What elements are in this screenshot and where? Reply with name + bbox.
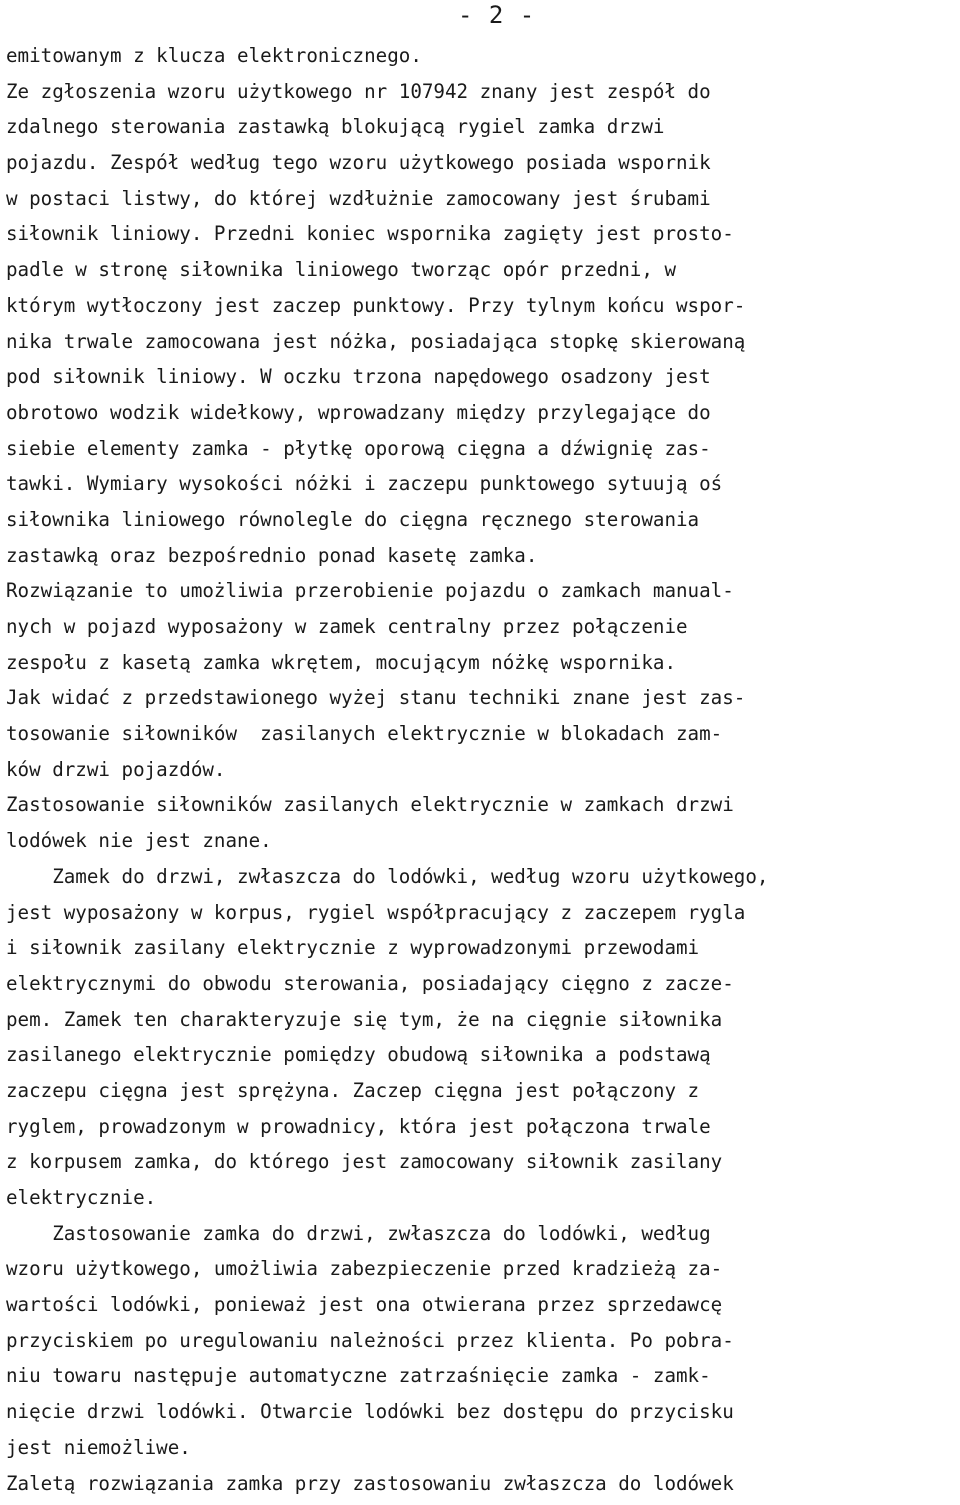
text-line: przyciskiem po uregulowaniu należności przez klienta. Po pobra- bbox=[6, 1328, 734, 1352]
text-line: siłownika liniowego równolegle do cięgna ręcznego sterowania bbox=[6, 507, 700, 531]
text-line: zespołu z kasetą zamka wkrętem, mocującym nóżkę wspornika. bbox=[6, 650, 677, 674]
text-line: lodówek nie jest znane. bbox=[6, 829, 272, 853]
text-line: tawki. Wymiary wysokości nóżki i zaczepu punktowego sytuują oś bbox=[6, 472, 723, 496]
text-line: elektrycznymi do obwodu sterowania, posiadający cięgno z zacze- bbox=[6, 971, 734, 995]
text-line: w postaci listwy, do której wzdłużnie zamocowany jest śrubami bbox=[6, 186, 711, 210]
text-line: ków drzwi pojazdów. bbox=[6, 757, 226, 781]
text-line: padle w stronę siłownika liniowego tworząc opór przedni, w bbox=[6, 258, 677, 282]
text-line: Ze zgłoszenia wzoru użytkowego nr 107942 znany jest zespół do bbox=[6, 79, 711, 103]
text-line: pem. Zamek ten charakteryzuje się tym, że na cięgnie siłownika bbox=[6, 1007, 723, 1031]
text-line: którym wytłoczony jest zaczep punktowy. Przy tylnym końcu wspor- bbox=[6, 293, 746, 317]
text-line: emitowanym z klucza elektronicznego. bbox=[6, 44, 422, 67]
text-line: zasilanego elektrycznie pomiędzy obudową siłownika a podstawą bbox=[6, 1043, 711, 1067]
text-line: siłownik liniowy. Przedni koniec wspornika zagięty jest prosto- bbox=[6, 222, 734, 246]
text-line: pojazdu. Zespół według tego wzoru użytkowego posiada wspornik bbox=[6, 151, 711, 175]
text-line: zastawką oraz bezpośrednio ponad kasetę zamka. bbox=[6, 543, 538, 567]
text-line: obrotowo wodzik widełkowy, wprowadzany między przylegające do bbox=[6, 400, 711, 424]
text-line: Zamek do drzwi, zwłaszcza do lodówki, według wzoru użytkowego, bbox=[6, 864, 769, 888]
document-body bbox=[6, 38, 954, 1501]
text-line: zdalnego sterowania zastawką blokującą rygiel zamka drzwi bbox=[6, 115, 665, 139]
text-line: wzoru użytkowego, umożliwia zabezpieczenie przed kradzieżą za- bbox=[6, 1257, 723, 1281]
text-line: z korpusem zamka, do którego jest zamocowany siłownik zasilany bbox=[6, 1150, 723, 1174]
text-line: jest wyposażony w korpus, rygiel współpracujący z zaczepem rygla bbox=[6, 900, 746, 924]
text-line: nika trwale zamocowana jest nóżka, posiadająca stopkę skierowaną bbox=[6, 329, 746, 353]
text-line: i siłownik zasilany elektrycznie z wyprowadzonymi przewodami bbox=[6, 936, 700, 960]
text-line: Jak widać z przedstawionego wyżej stanu techniki znane jest zas- bbox=[6, 686, 746, 710]
text-line: Zaletą rozwiązania zamka przy zastosowaniu zwłaszcza do lodówek bbox=[6, 1471, 734, 1495]
text-line: niu towaru następuje automatyczne zatrzaśnięcie zamka - zamk- bbox=[6, 1364, 711, 1388]
text-line: siebie elementy zamka - płytkę oporową cięgna a dźwignię zas- bbox=[6, 436, 711, 460]
text-line: nych w pojazd wyposażony w zamek centralny przez połączenie bbox=[6, 615, 688, 638]
text-line: pod siłownik liniowy. W oczku trzona napędowego osadzony jest bbox=[6, 365, 711, 389]
text-line: zaczepu cięgna jest sprężyna. Zaczep cięgna jest połączony z bbox=[6, 1078, 700, 1102]
text-line: ryglem, prowadzonym w prowadnicy, która jest połączona trwale bbox=[6, 1114, 711, 1138]
text-line: Rozwiązanie to umożliwia przerobienie pojazdu o zamkach manual- bbox=[6, 579, 734, 603]
text-line: elektrycznie. bbox=[6, 1186, 157, 1209]
text-line: Zastosowanie zamka do drzwi, zwłaszcza do lodówki, według bbox=[6, 1221, 711, 1245]
text-line: nięcie drzwi lodówki. Otwarcie lodówki bez dostępu do przycisku bbox=[6, 1400, 734, 1424]
text-line: tosowanie siłowników zasilanych elektrycznie w blokadach zam- bbox=[6, 722, 723, 746]
page-number: - 2 - bbox=[458, 1, 536, 29]
text-line: jest niemożliwe. bbox=[6, 1435, 191, 1459]
text-line: wartości lodówki, ponieważ jest ona otwierana przez sprzedawcę bbox=[6, 1293, 723, 1317]
text-line: Zastosowanie siłowników zasilanych elektrycznie w zamkach drzwi bbox=[6, 793, 734, 817]
